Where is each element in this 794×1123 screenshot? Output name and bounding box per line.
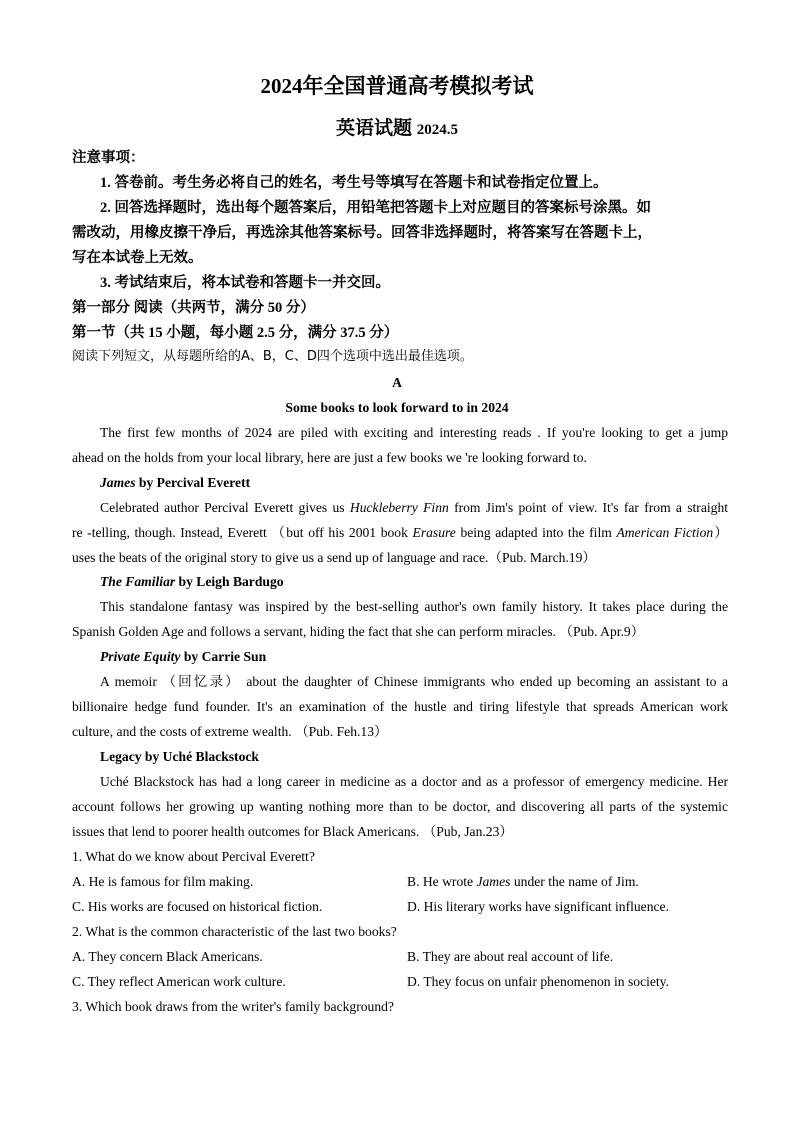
- american-fiction-title: American Fiction: [616, 525, 714, 540]
- erasure-title: Erasure: [412, 525, 456, 540]
- exam-subtitle: [0, 113, 794, 140]
- equity-line-3: culture, and the costs of extreme wealth. （Pub. Feh.13）: [72, 724, 388, 739]
- james-line-3: uses the beats of the original story to give us a send up of language and race.（Pub. March.19）: [72, 550, 596, 565]
- question-1-option-a: A. He is famous for film making.: [72, 874, 254, 889]
- exam-title: 2024年全国普通高考模拟考试: [260, 74, 534, 98]
- option-text: B. He wrote: [407, 874, 477, 889]
- subject-label: 英语试题: [335, 118, 412, 139]
- question-1-option-d: D. His literary works have significant influence.: [407, 899, 669, 914]
- legacy-line-3: issues that lend to poorer health outcomes for Black Americans. （Pub, Jan.23）: [72, 824, 513, 839]
- huckleberry-finn-title: Huckleberry Finn: [349, 500, 449, 515]
- familiar-line-1: This standalone fantasy was inspired by the best-selling author's own family history. It takes place during the: [100, 599, 728, 614]
- book-title-familiar: The Familiar: [100, 574, 176, 589]
- james-text: re -telling, though. Instead, Everett （but off his 2001 book: [72, 525, 413, 540]
- part-heading: 第一部分 阅读（共两节，满分 50 分）: [72, 300, 315, 316]
- notice-item-2-line-2: 需改动，用橡皮擦干净后，再选涂其他答案标号。回答非选择题时，将答案写在答题卡上，: [72, 225, 652, 241]
- intro-line-1: The first few months of 2024 are piled with exciting and interesting reads . If you're looking to get a jump: [100, 425, 728, 440]
- intro-line-2: ahead on the holds from your local library, here are just a few books we 're looking forward to.: [72, 450, 587, 465]
- book-author-equity: by Carrie Sun: [180, 649, 267, 664]
- equity-line-1: A memoir （回忆录） about the daughter of Chinese immigrants who ended up becoming an assistant to a: [100, 674, 728, 689]
- book-title-equity: Private Equity: [100, 649, 181, 664]
- question-1-option-b: [407, 872, 639, 892]
- legacy-line-1: Uché Blackstock has had a long career in medicine as a doctor and as a professor of emergency medicine. Her: [100, 774, 728, 789]
- james-line-1: [100, 498, 728, 518]
- book-author-familiar: by Leigh Bardugo: [175, 574, 284, 589]
- james-text: being adapted into the film: [455, 525, 617, 540]
- familiar-line-2: Spanish Golden Age and follows a servant, hiding the fact that she can perform miracles. （Pub. Apr.9）: [72, 624, 645, 639]
- question-2-option-c: C. They reflect American work culture.: [72, 974, 286, 989]
- book-heading-familiar: [100, 572, 728, 592]
- notice-heading: 注意事项：: [72, 150, 145, 166]
- notice-item-2-line-1: 2. 回答选择题时，选出每个题答案后，用铅笔把答题卡上对应题目的答案标号涂黑。如: [100, 200, 651, 216]
- james-line-2: [72, 523, 728, 543]
- question-2-stem: 2. What is the common characteristic of the last two books?: [72, 924, 397, 939]
- notice-item-3: 3. 考试结束后，将本试卷和答题卡一并交回。: [100, 275, 390, 291]
- equity-line-2: billionaire hedge fund founder. It's an examination of the hustle and tiring lifestyle that spreads American work: [72, 699, 728, 714]
- book-author-james: by Percival Everett: [135, 475, 251, 490]
- passage-letter: A: [392, 375, 402, 390]
- question-2-option-b: B. They are about real account of life.: [407, 949, 614, 964]
- question-1-stem: 1. What do we know about Percival Everett?: [72, 849, 315, 864]
- section-heading: 第一节（共 15 小题，每小题 2.5 分，满分 37.5 分）: [72, 325, 399, 341]
- notice-item-2-line-3: 写在本试卷上无效。: [72, 250, 203, 266]
- option-text: under the name of Jim.: [510, 874, 639, 889]
- james-text: ）: [713, 525, 728, 540]
- question-3-stem: 3. Which book draws from the writer's family background?: [72, 999, 394, 1014]
- james-text: Celebrated author Percival Everett gives us: [100, 500, 350, 515]
- book-title-james: James: [100, 475, 136, 490]
- james-text: from Jim's point of view. It's far from a straight: [448, 500, 729, 515]
- book-heading-equity: [100, 647, 728, 667]
- question-2-option-d: D. They focus on unfair phenomenon in society.: [407, 974, 669, 989]
- book-heading-legacy: Legacy by Uché Blackstock: [100, 749, 259, 764]
- book-heading-james: [100, 473, 728, 493]
- notice-item-1: 1. 答卷前。考生务必将自己的姓名，考生号等填写在答题卡和试卷指定位置上。: [100, 175, 608, 191]
- question-2-option-a: A. They concern Black Americans.: [72, 949, 263, 964]
- option-emphasis: James: [476, 874, 511, 889]
- legacy-line-2: account follows her growing up wanting nothing more than to be doctor, and discovering all parts of the systemic: [72, 799, 728, 814]
- reading-instruction: 阅读下列短文，从每题所给的A、B，C、D四个选项中选出最佳选项。: [72, 349, 473, 364]
- exam-date: 2024.5: [416, 122, 458, 138]
- passage-title: Some books to look forward to in 2024: [285, 400, 509, 415]
- question-1-option-c: C. His works are focused on historical fiction.: [72, 899, 323, 914]
